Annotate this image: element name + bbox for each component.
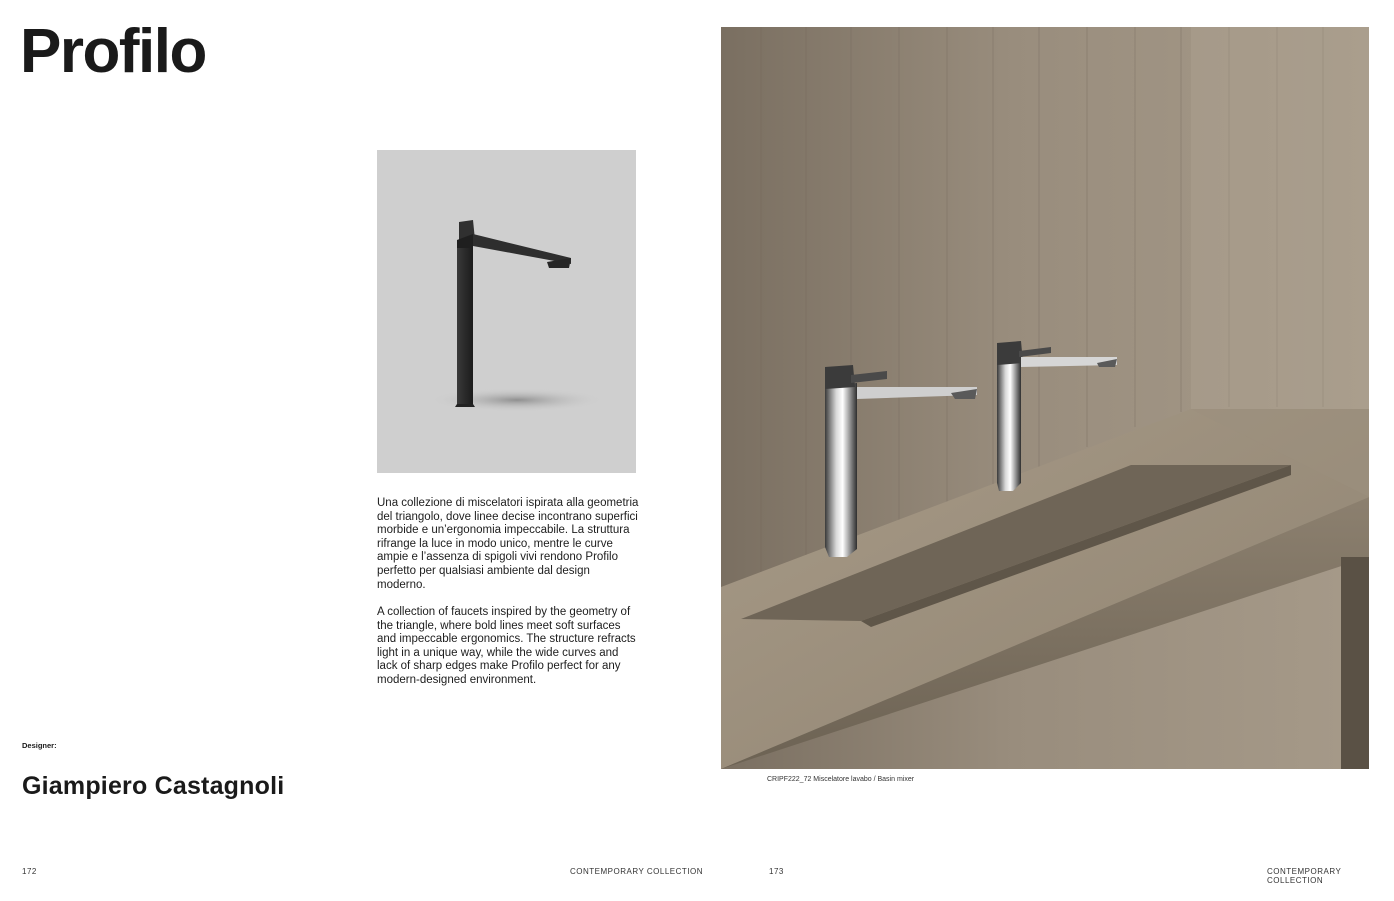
description-english: A collection of faucets inspired by the geometry of the triangle, where bold lines meet soft surfaces and impeccable ergonomics. The structure refracts light in a unique way, while the wide curves and lack of sharp edges make Profilo perfect for any modern-designed environment. [377, 606, 636, 686]
description-italian: Una collezione di miscelatori ispirata alla geometria del triangolo, dove linee decise incontrano superfici morbide e un’ergonomia impeccabile. La struttura rifrange la luce in modo unico, mentre le curve ampie e l’assenza di spigoli vivi rendono Profilo perfetto per qualsiasi ambiente dal design moderno. [377, 497, 639, 591]
photo-caption: CRIPF222_72 Miscelatore lavabo / Basin mixer [767, 776, 915, 783]
bathroom-scene-illustration [721, 27, 1369, 769]
hero-photo [721, 27, 1369, 769]
product-photo [377, 150, 636, 473]
designer-label: Designer: [22, 741, 57, 750]
page-number-left: 172 [22, 867, 37, 876]
collection-label-left: CONTEMPORARY COLLECTION [570, 867, 704, 876]
designer-name: Giampiero Castagnoli [22, 772, 285, 800]
page-number-right: 173 [769, 867, 784, 876]
page-title: Profilo [20, 17, 206, 86]
black-faucet-illustration [377, 150, 636, 473]
collection-label-right: CONTEMPORARY COLLECTION [1267, 867, 1342, 885]
